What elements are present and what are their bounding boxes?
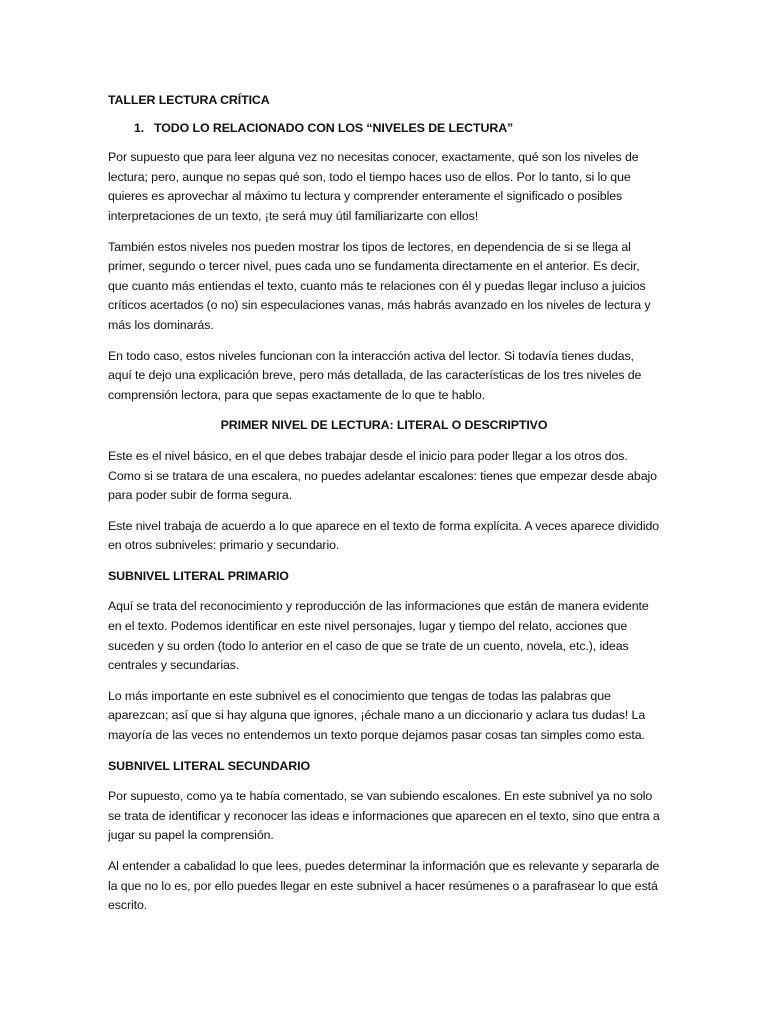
paragraph-primario-1: Aquí se trata del reconocimiento y reproducción de las informaciones que están de manera evidente en el texto. Podemos identificar en este nivel personajes, lugar y tiempo del relato, acciones que suceden y su orden (todo lo anterior en el caso de que se trate de un cuento, novela, etc.), ideas centrales y secundarias. <box>108 599 649 673</box>
heading-primer-nivel: PRIMER NIVEL DE LECTURA: LITERAL O DESCRIPTIVO <box>220 418 548 433</box>
section-heading-niveles <box>108 119 660 139</box>
heading-subnivel-primario: SUBNIVEL LITERAL PRIMARIO <box>108 568 289 583</box>
paragraph-intro-1: Por supuesto que para leer alguna vez no necesitas conocer, exactamente, qué son los niveles de lectura; pero, aunque no sepas qué son, todo el tiempo haces uso de ellos. Por lo tanto, si lo que quieres es aprovechar al máximo tu lectura y comprender enteramente el significado o posibles interpretaciones de un texto, ¡te será muy útil familiarizarte con ellos! <box>108 150 639 223</box>
paragraph-intro-3: En todo caso, estos niveles funcionan con la interacción activa del lector. Si todavía tienes dudas, aquí te dejo una explicación breve, pero más detallada, de las características de los tres niveles de comprensión lectora, para que sepas exactamente de lo que te hablo. <box>108 348 642 402</box>
paragraph-intro-2: También estos niveles nos pueden mostrar los tipos de lectores, en dependencia de si se llega al primer, segundo o tercer nivel, pues cada uno se fundamenta directamente en el anterior. Es decir, que cuanto más entiendas el texto, cuanto más te relaciones con él y puedas llegar incluso a juicios críticos acertados (o no) sin especulaciones vanas, más habrás avanzado en los niveles de lectura y más los dominarás. <box>108 239 651 332</box>
paragraph-secundario-2: Al entender a cabalidad lo que lees, puedes determinar la información que es relevante y separarla de la que no lo es, por ello puedes llegar en este subnivel a hacer resúmenes o a parafrasear lo que está escrito. <box>108 859 660 913</box>
paragraph-secundario-1: Por supuesto, como ya te había comentado, se van subiendo escalones. En este subnivel ya no solo se trata de identificar y reconocer las ideas e informaciones que aparecen en el texto, sino que entra a jugar su papel la comprensión. <box>108 789 660 843</box>
paragraph-primer-1: Este es el nivel básico, en el que debes trabajar desde el inicio para poder llegar a los otros dos. Como si se tratara de una escalera, no puedes adelantar escalones: tienes que empezar desde abajo para poder subir de forma segura. <box>108 448 657 503</box>
section-number: 1. <box>134 120 145 135</box>
document-page <box>108 91 660 927</box>
heading-subnivel-secundario: SUBNIVEL LITERAL SECUNDARIO <box>108 758 310 773</box>
paragraph-primer-2: Este nivel trabaja de acuerdo a lo que aparece en el texto de forma explícita. A veces aparece dividido en otros subniveles: primario y secundario. <box>108 518 660 553</box>
section-heading-text: TODO LO RELACIONADO CON LOS “NIVELES DE LECTURA” <box>154 120 514 135</box>
paragraph-primario-2: Lo más importante en este subnivel es el conocimiento que tengas de todas las palabras que aparezcan; así que si hay alguna que ignores, ¡échale mano a un diccionario y aclara tus dudas! La mayoría de las veces no entendemos un texto porque dejamos pasar cosas tan simples como esta. <box>108 688 646 743</box>
document-title: TALLER LECTURA CRÍTICA <box>108 93 270 107</box>
